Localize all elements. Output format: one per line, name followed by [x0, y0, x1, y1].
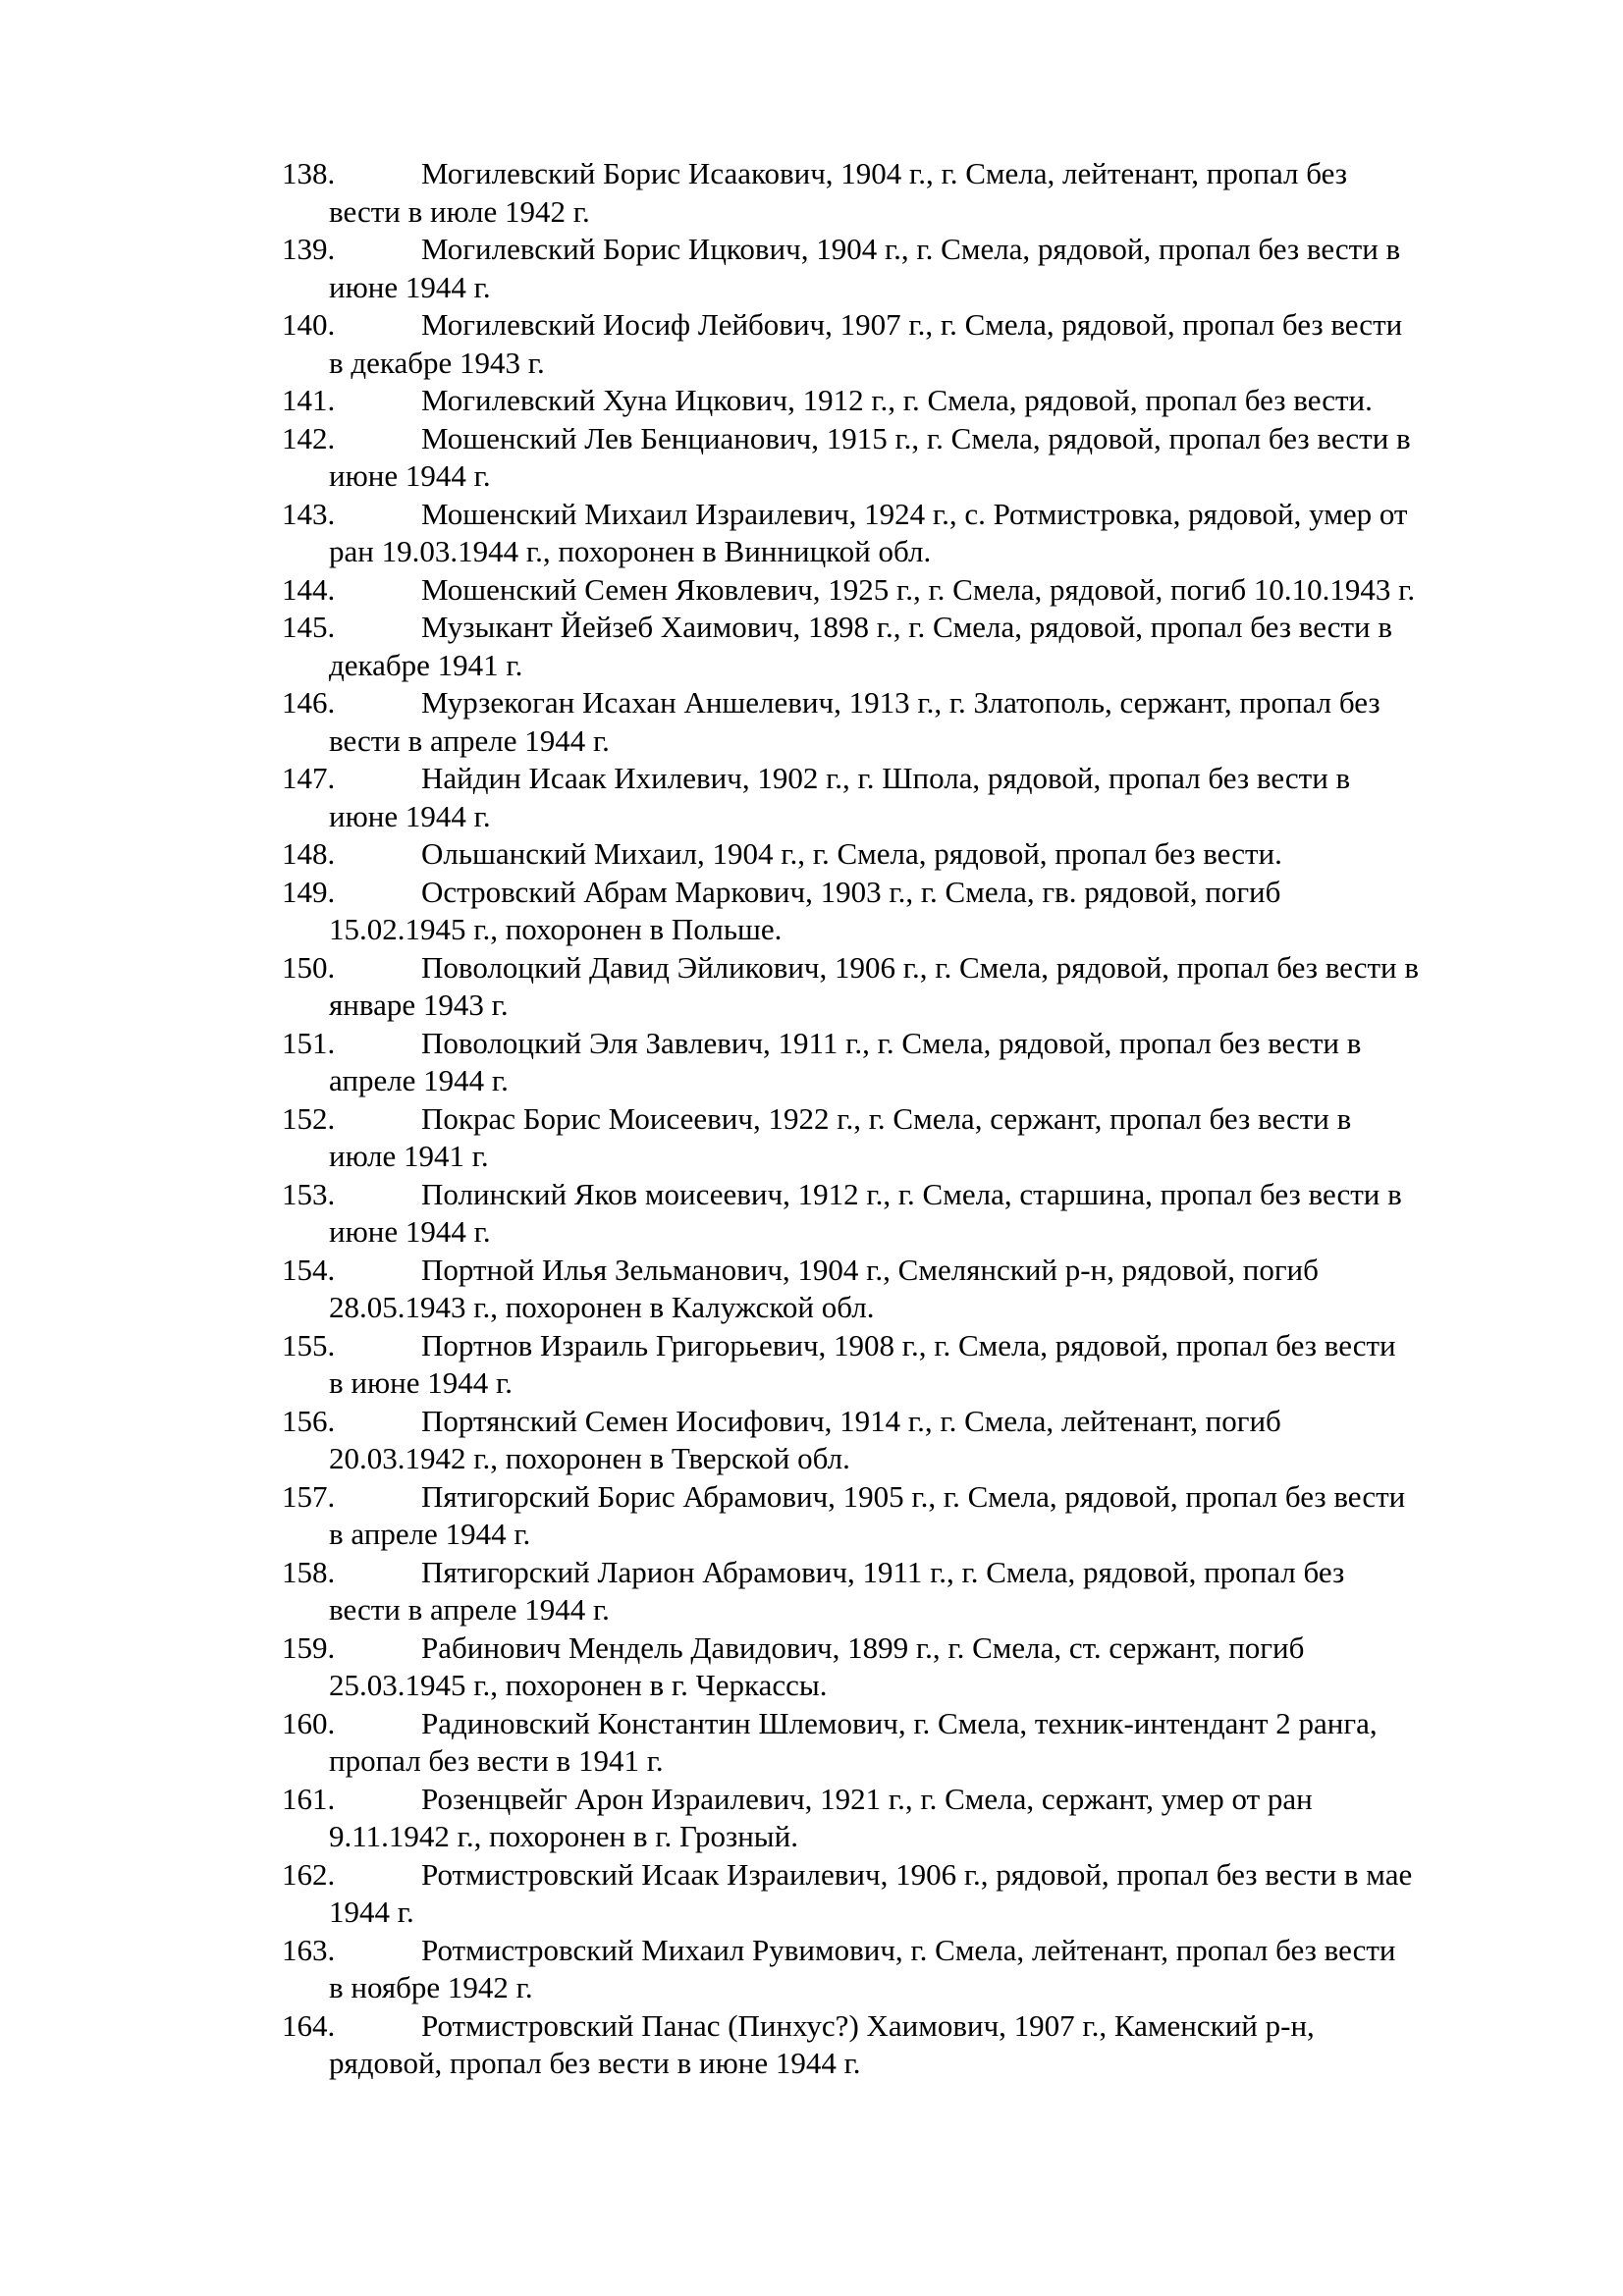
list-item	[282, 1327, 1558, 1403]
entry-number: 155.	[282, 1327, 336, 1362]
entry-text-first-line: Ротмистровский Исаак Израилевич, 1906 г., рядовой, пропал без вести в мае	[421, 1856, 1413, 1892]
entry-text-continuation: в ноябре 1942 г.	[329, 1970, 533, 2004]
list-item	[282, 1025, 1558, 1100]
entry-number: 140.	[282, 307, 336, 342]
entry-number: 148.	[282, 836, 336, 871]
entry-text-first-line: Могилевский Борис Ицкович, 1904 г., г. Смела, рядовой, пропал без вести в	[421, 232, 1401, 266]
entry-text-continuation: в апреле 1944 г.	[329, 1517, 531, 1551]
list-item	[282, 1252, 1558, 1327]
entry-number: 142.	[282, 420, 336, 455]
entry-text-first-line: Могилевский Хуна Ицкович, 1912 г., г. Смела, рядовой, пропал без вести.	[421, 383, 1373, 417]
list-item	[282, 1100, 1558, 1176]
list-item	[282, 949, 1558, 1025]
entry-text-first-line: Радиновский Константин Шлемович, г. Смела, техник-интендант 2 ранга,	[421, 1705, 1378, 1740]
list-item	[282, 155, 1558, 231]
entry-number: 141.	[282, 383, 336, 417]
list-item	[282, 1629, 1558, 1705]
list-item	[282, 306, 1558, 382]
entry-text-continuation: апреле 1944 г.	[329, 1063, 509, 1097]
list-item	[282, 760, 1558, 835]
casualty-list	[282, 155, 1558, 2083]
entry-text-first-line: Островский Абрам Маркович, 1903 г., г. Смела, гв. рядовой, погиб	[421, 874, 1281, 909]
list-item	[282, 1932, 1558, 2007]
entry-text-continuation: июне 1944 г.	[329, 798, 491, 833]
entry-number: 153.	[282, 1176, 336, 1211]
entry-number: 163.	[282, 1932, 336, 1967]
entry-text-continuation: вести в апреле 1944 г.	[329, 722, 610, 758]
entry-text-first-line: Розенцвейг Арон Израилевич, 1921 г., г. Смела, сержант, умер от ран	[421, 1781, 1313, 1816]
entry-text-continuation: вести в июле 1942 г.	[329, 193, 590, 229]
list-item	[282, 1554, 1558, 1629]
entry-text-first-line: Ольшанский Михаил, 1904 г., г. Смела, рядовой, пропал без вести.	[421, 836, 1282, 871]
list-item	[282, 684, 1558, 760]
entry-number: 146.	[282, 685, 336, 720]
entry-text-first-line: Пятигорский Борис Абрамович, 1905 г., г. Смела, рядовой, пропал без вести	[421, 1478, 1406, 1514]
entry-text-first-line: Ротмистровский Михаил Рувимович, г. Смела, лейтенант, пропал без вести	[421, 1932, 1396, 1967]
list-item	[282, 835, 1558, 874]
entry-text-first-line: Найдин Исаак Ихилевич, 1902 г., г. Шпола, рядовой, пропал без вести в	[421, 761, 1351, 795]
entry-text-first-line: Портнов Израиль Григорьевич, 1908 г., г. Смела, рядовой, пропал без вести	[421, 1327, 1396, 1362]
entry-number: 151.	[282, 1025, 336, 1060]
entry-text-first-line: Ротмистровский Панас (Пинхус?) Хаимович, 1907 г., Каменский р-н,	[421, 2007, 1315, 2043]
entry-text-first-line: Пятигорский Ларион Абрамович, 1911 г., г. Смела, рядовой, пропал без	[421, 1554, 1345, 1589]
entry-number: 152.	[282, 1100, 336, 1136]
list-item	[282, 496, 1558, 571]
entry-text-continuation: июне 1944 г.	[329, 1214, 491, 1249]
list-item	[282, 2007, 1558, 2083]
entry-number: 159.	[282, 1629, 336, 1665]
list-item	[282, 1403, 1558, 1478]
entry-number: 144.	[282, 571, 336, 607]
entry-text-first-line: Портной Илья Зельманович, 1904 г., Смелянский р-н, рядовой, погиб	[421, 1252, 1319, 1287]
entry-number: 143.	[282, 496, 336, 531]
list-item	[282, 420, 1558, 496]
entry-number: 161.	[282, 1781, 336, 1816]
entry-text-first-line: Мошенский Михаил Израилевич, 1924 г., с. Ротмистровка, рядовой, умер от	[421, 496, 1408, 531]
entry-text-continuation: вести в апреле 1944 г.	[329, 1592, 610, 1627]
entry-text-continuation: 9.11.1942 г., похоронен в г. Грозный.	[329, 1819, 798, 1853]
entry-text-first-line: Рабинович Мендель Давидович, 1899 г., г. Смела, ст. сержант, погиб	[421, 1629, 1305, 1665]
list-item	[282, 1705, 1558, 1781]
list-item	[282, 874, 1558, 949]
list-item	[282, 1856, 1558, 1932]
entry-text-continuation: 25.03.1945 г., похоронен в г. Черкассы.	[329, 1668, 828, 1702]
entry-number: 147.	[282, 761, 336, 795]
entry-text-continuation: в июне 1944 г.	[329, 1365, 513, 1400]
entry-text-first-line: Портянский Семен Иосифович, 1914 г., г. Смела, лейтенант, погиб	[421, 1403, 1281, 1438]
entry-text-continuation: ран 19.03.1944 г., похоронен в Винницкой обл.	[329, 534, 932, 568]
entry-text-first-line: Поволоцкий Давид Эйликович, 1906 г., г. Смела, рядовой, пропал без вести в	[421, 949, 1419, 985]
entry-number: 138.	[282, 156, 336, 190]
entry-number: 158.	[282, 1554, 336, 1589]
entry-number: 145.	[282, 610, 336, 644]
entry-text-continuation: рядовой, пропал без вести в июне 1944 г.	[329, 2046, 861, 2080]
entry-number: 149.	[282, 874, 336, 909]
entry-text-continuation: январе 1943 г.	[329, 988, 509, 1022]
entry-number: 156.	[282, 1403, 336, 1438]
entry-text-continuation: июне 1944 г.	[329, 269, 491, 304]
list-item	[282, 1781, 1558, 1856]
entry-text-continuation: 1944 г.	[329, 1895, 414, 1929]
entry-text-continuation: пропал без вести в 1941 г.	[329, 1743, 664, 1778]
entry-text-continuation: 15.02.1945 г., похоронен в Польше.	[329, 912, 783, 946]
entry-number: 157.	[282, 1478, 336, 1514]
entry-text-first-line: Мурзекоган Исахан Аншелевич, 1913 г., г. Златополь, сержант, пропал без	[421, 685, 1380, 720]
entry-text-continuation: июне 1944 г.	[329, 458, 491, 493]
entry-number: 164.	[282, 2007, 336, 2043]
entry-number: 162.	[282, 1856, 336, 1892]
list-item	[282, 382, 1558, 420]
entry-text-first-line: Могилевский Борис Исаакович, 1904 г., г. Смела, лейтенант, пропал без	[421, 156, 1347, 190]
entry-text-first-line: Музыкант Йейзеб Хаимович, 1898 г., г. Смела, рядовой, пропал без вести в	[421, 610, 1393, 644]
entry-number: 160.	[282, 1705, 336, 1740]
entry-number: 154.	[282, 1252, 336, 1287]
list-item	[282, 1478, 1558, 1554]
entry-text-first-line: Мошенский Лев Бенцианович, 1915 г., г. Смела, рядовой, пропал без вести в	[421, 420, 1411, 455]
entry-text-first-line: Поволоцкий Эля Завлевич, 1911 г., г. Смела, рядовой, пропал без вести в	[421, 1025, 1362, 1060]
entry-number: 139.	[282, 232, 336, 266]
list-item	[282, 231, 1558, 306]
entry-text-continuation: 28.05.1943 г., похоронен в Калужской обл.	[329, 1290, 875, 1324]
entry-text-continuation: в декабре 1943 г.	[329, 345, 545, 380]
list-item	[282, 609, 1558, 684]
entry-text-continuation: июле 1941 г.	[329, 1139, 489, 1173]
entry-text-first-line: Могилевский Иосиф Лейбович, 1907 г., г. Смела, рядовой, пропал без вести	[421, 307, 1403, 342]
entry-text-continuation: 20.03.1942 г., похоронен в Тверской обл.	[329, 1441, 850, 1475]
entry-number: 150.	[282, 949, 336, 985]
entry-text-first-line: Мошенский Семен Яковлевич, 1925 г., г. Смела, рядовой, погиб 10.10.1943 г.	[421, 571, 1416, 607]
list-item	[282, 1176, 1558, 1252]
entry-text-first-line: Полинский Яков моисеевич, 1912 г., г. Смела, старшина, пропал без вести в	[421, 1176, 1402, 1211]
entry-text-first-line: Покрас Борис Моисеевич, 1922 г., г. Смела, сержант, пропал без вести в	[421, 1100, 1352, 1136]
entry-text-continuation: декабре 1941 г.	[329, 647, 523, 682]
list-item	[282, 571, 1558, 610]
